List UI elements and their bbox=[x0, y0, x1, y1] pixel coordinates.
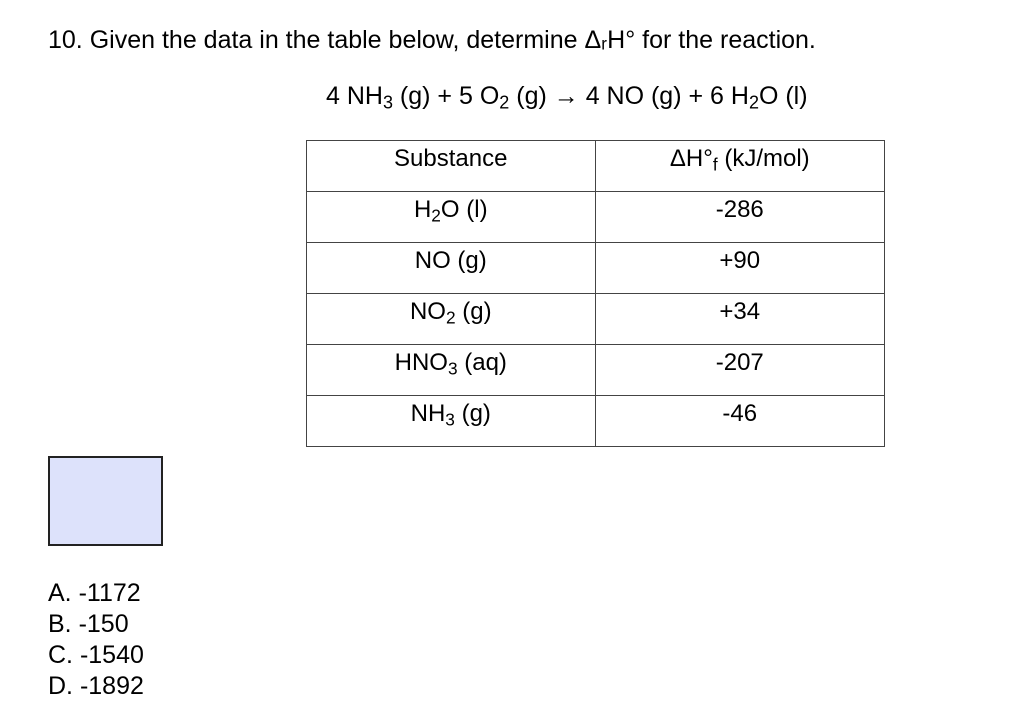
table-row bbox=[307, 396, 885, 447]
choice-value: -1892 bbox=[79, 672, 144, 700]
subscript: 2 bbox=[499, 92, 510, 113]
choice-letter: A. bbox=[48, 579, 72, 607]
enthalpy-value-cell: +34 bbox=[595, 294, 884, 345]
table-body bbox=[307, 192, 885, 447]
subscript: 2 bbox=[431, 205, 441, 226]
subscript: 3 bbox=[445, 409, 455, 430]
table-row bbox=[307, 345, 885, 396]
enthalpy-table bbox=[306, 140, 885, 447]
table-row bbox=[307, 243, 885, 294]
subscript: f bbox=[712, 154, 718, 175]
header-substance: Substance bbox=[307, 141, 596, 192]
choice-letter: D. bbox=[48, 672, 73, 700]
reaction-equation: 4 $NH_3$ (g) + 5 $O_2$ (g) → 4 NO (g) + 6 $H_2O$ (l) bbox=[326, 82, 808, 113]
substance-cell: $H_2O$ (l) bbox=[307, 192, 596, 243]
subscript: 2 bbox=[748, 92, 759, 113]
enthalpy-value-cell: +90 bbox=[595, 243, 884, 294]
choice-option[interactable] bbox=[48, 578, 144, 609]
choice-value: -150 bbox=[78, 610, 129, 638]
enthalpy-value-cell: -286 bbox=[595, 192, 884, 243]
choice-option[interactable] bbox=[48, 640, 144, 671]
enthalpy-value-cell: -207 bbox=[595, 345, 884, 396]
subscript: 2 bbox=[445, 307, 456, 328]
substance-cell: NO (g) bbox=[307, 243, 596, 294]
question-prompt: Given the data in the table below, determine ΔᵣH° for the reaction. bbox=[89, 26, 816, 54]
answer-input-box[interactable] bbox=[48, 456, 163, 546]
choice-value: -1540 bbox=[79, 641, 144, 669]
choice-letter: B. bbox=[48, 610, 72, 638]
table-row bbox=[307, 192, 885, 243]
question-text bbox=[48, 24, 816, 56]
subscript: 3 bbox=[382, 92, 393, 113]
header-enthalpy: $\Delta H^\circ_f$ (kJ/mol) bbox=[595, 141, 884, 192]
substance-cell: $HNO_3$ (aq) bbox=[307, 345, 596, 396]
choice-value: -1172 bbox=[78, 579, 141, 607]
choice-option[interactable] bbox=[48, 671, 144, 702]
choice-letter: C. bbox=[48, 641, 73, 669]
table-row bbox=[307, 294, 885, 345]
enthalpy-value-cell: -46 bbox=[595, 396, 884, 447]
choice-option[interactable] bbox=[48, 609, 144, 640]
question-number: 10. bbox=[48, 26, 83, 54]
answer-choices bbox=[48, 578, 144, 702]
substance-cell: $NH_3$ (g) bbox=[307, 396, 596, 447]
substance-cell: $NO_2$ (g) bbox=[307, 294, 596, 345]
subscript: 3 bbox=[447, 358, 458, 379]
table-header-row bbox=[307, 141, 885, 192]
